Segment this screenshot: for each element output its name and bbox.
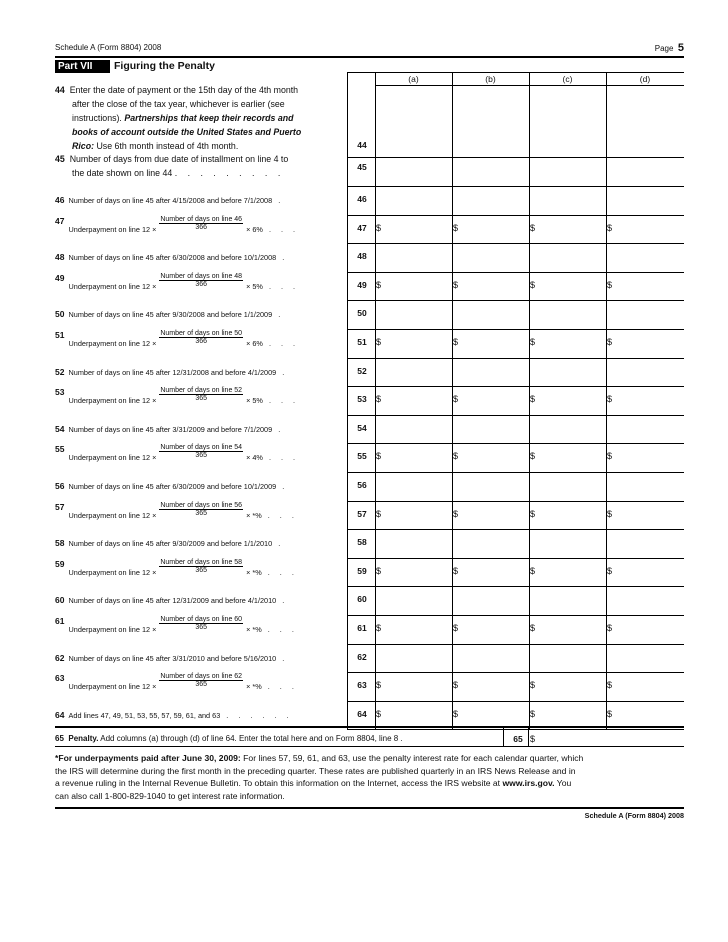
line-55-label: 55 Underpayment on line 12 × $\frac{\text{Number of days on line 54}}{365}$ × 4% . . .	[55, 444, 300, 462]
part-title: Figuring the Penalty	[114, 60, 215, 72]
row-rule	[347, 729, 684, 730]
line-63-num-box: 63	[357, 680, 367, 690]
line-50-cell-c[interactable]	[530, 301, 605, 328]
line-65-divider	[503, 726, 504, 746]
line-49-fraction	[159, 273, 243, 288]
line-56-cell-a[interactable]	[376, 473, 451, 500]
line-56-cell-b[interactable]	[453, 473, 528, 500]
fraction-denominator: 366	[195, 338, 208, 345]
line-61-cell-d[interactable]	[607, 616, 683, 643]
line-46-cell-b[interactable]	[453, 187, 528, 214]
line-49-cell-c[interactable]	[530, 273, 605, 300]
line-60-cell-c[interactable]	[530, 587, 605, 614]
line-57-cell-a[interactable]	[376, 502, 451, 529]
line-48-num: 48	[55, 252, 65, 262]
line-55-cell-b[interactable]	[453, 444, 528, 471]
line-51-rate: × 6%	[246, 339, 263, 348]
dollar-sign: $	[530, 394, 536, 404]
line-59-rate: × *%	[246, 568, 262, 577]
line-63-cell-a[interactable]	[376, 673, 451, 700]
dollar-sign: $	[607, 394, 613, 404]
line-54-desc: Number of days on line 45 after 3/31/2009 and before 7/1/2009	[68, 425, 273, 434]
dollar-sign: $	[607, 337, 613, 347]
dollar-sign: $	[453, 566, 459, 576]
line-65-bold: Penalty.	[68, 734, 99, 743]
line-60-cell-d[interactable]	[607, 587, 683, 614]
line-48-cell-b[interactable]	[453, 244, 528, 271]
dollar-sign: $	[376, 451, 382, 461]
line-55-fraction	[159, 444, 243, 459]
dollar-sign: $	[376, 623, 382, 633]
line-47-cell-b[interactable]	[453, 216, 528, 243]
part-rule	[347, 72, 684, 73]
line-52-cell-d[interactable]	[607, 359, 683, 386]
dollar-sign: $	[376, 680, 382, 690]
line-45-num-box: 45	[357, 162, 367, 172]
line-61-num-box: 61	[357, 623, 367, 633]
line-57-label: 57 Underpayment on line 12 × $\frac{\text{Number of days on line 56}}{365}$ × *% . . .	[55, 502, 298, 520]
line-61-cell-c[interactable]	[530, 616, 605, 643]
line-45-l1: Number of days from due date of installment on line 4 to	[69, 154, 289, 164]
line-62-desc: Number of days on line 45 after 3/31/2010 and before 5/16/2010	[68, 654, 277, 663]
line-52-cell-c[interactable]	[530, 359, 605, 386]
line-51-num-box: 51	[357, 337, 367, 347]
dollar-sign: $	[607, 223, 613, 233]
line-45-l2: the date shown on line 44	[72, 168, 173, 178]
line-51-cell-c[interactable]	[530, 330, 605, 357]
line-52-label: 52 Number of days on line 45 after 12/31/2008 and before 4/1/2009 .	[55, 367, 289, 377]
line-44-l5a: Rico:	[72, 141, 94, 151]
line-48-label: 48 Number of days on line 45 after 6/30/2008 and before 10/1/2008 .	[55, 252, 289, 262]
line-56-num: 56	[55, 481, 65, 491]
line-57-num-box: 57	[357, 509, 367, 519]
line-46-cell-d[interactable]	[607, 187, 683, 214]
line-44-l5b: Use 6th month instead of 4th month.	[96, 141, 239, 151]
line-45-cell-c[interactable]	[530, 158, 605, 185]
line-62-cell-b[interactable]	[453, 645, 528, 672]
line-56-cell-d[interactable]	[607, 473, 683, 500]
dollar-sign: $	[607, 680, 613, 690]
column-header-c: (c)	[562, 74, 573, 84]
line-50-label: 50 Number of days on line 45 after 9/30/2008 and before 1/1/2009 .	[55, 309, 285, 319]
line-65-text: 65 Penalty. Add columns (a) through (d) of line 64. Enter the total here and on Form 8804, line 8 .	[55, 734, 403, 743]
line-58-cell-a[interactable]	[376, 530, 451, 557]
line-54-cell-c[interactable]	[530, 416, 605, 443]
line-53-num-box: 53	[357, 394, 367, 404]
fraction-denominator: 365	[195, 624, 208, 631]
footnote-star: *For underpayments paid after June 30, 2009:	[55, 753, 241, 763]
line-60-label: 60 Number of days on line 45 after 12/31/2009 and before 4/1/2010 .	[55, 595, 289, 605]
line-59-lead: Underpayment on line 12 ×	[68, 568, 157, 577]
line-64-label: 64 Add lines 47, 49, 51, 53, 55, 57, 59, 61, and 63 . . . . . .	[55, 710, 293, 720]
line-59-cell-c[interactable]	[530, 559, 605, 586]
line-46-cell-a[interactable]	[376, 187, 451, 214]
line-57-rate: × *%	[246, 511, 262, 520]
fraction-numerator: Number of days on line 54	[160, 444, 243, 451]
line-61-label: 61 Underpayment on line 12 × $\frac{\text{Number of days on line 60}}{365}$ × *% . . .	[55, 616, 298, 634]
line-53-cell-a[interactable]	[376, 387, 451, 414]
page-label: Page	[654, 44, 674, 53]
line-59-label: 59 Underpayment on line 12 × $\frac{\text{Number of days on line 58}}{365}$ × *% . . .	[55, 559, 298, 577]
line-48-cell-a[interactable]	[376, 244, 451, 271]
dollar-sign: $	[453, 509, 459, 519]
line-54-num: 54	[55, 424, 65, 434]
line-52-cell-b[interactable]	[453, 359, 528, 386]
line-46-desc: Number of days on line 45 after 4/15/2008 and before 7/1/2008	[68, 196, 273, 205]
line-62-num-box: 62	[357, 652, 367, 662]
line-51-label: 51 Underpayment on line 12 × $\frac{\text{Number of days on line 50}}{366}$ × 6% . . .	[55, 330, 300, 348]
line-49-num-box: 49	[357, 280, 367, 290]
line-63-lead: Underpayment on line 12 ×	[68, 682, 157, 691]
line-47-lead: Underpayment on line 12 ×	[68, 225, 157, 234]
fraction-denominator: 365	[195, 567, 208, 574]
line-50-num: 50	[55, 309, 65, 319]
dollar-sign: $	[530, 623, 536, 633]
line-63-cell-b[interactable]	[453, 673, 528, 700]
form-footer: Schedule A (Form 8804) 2008	[584, 811, 684, 820]
line-45-text: 45 Number of days from due date of installment on line 4 to the date shown on line 44 . . . . . . . . .	[55, 154, 289, 178]
line-46-cell-c[interactable]	[530, 187, 605, 214]
line-55-cell-d[interactable]	[607, 444, 683, 471]
column-header-d: (d)	[639, 74, 651, 84]
form-header: Schedule A (Form 8804) 2008	[55, 43, 162, 52]
line-48-num-box: 48	[357, 251, 367, 261]
fraction-numerator: Number of days on line 48	[160, 273, 243, 280]
line-51-cell-a[interactable]	[376, 330, 451, 357]
line-45-cell-a[interactable]	[376, 158, 451, 185]
line-50-num-box: 50	[357, 308, 367, 318]
line-44-text	[55, 83, 345, 153]
line-60-desc: Number of days on line 45 after 12/31/2009 and before 4/1/2010	[68, 596, 277, 605]
line-47-num-box: 47	[357, 223, 367, 233]
line-55-num-box: 55	[357, 451, 367, 461]
line-59-cell-b[interactable]	[453, 559, 528, 586]
line-62-label: 62 Number of days on line 45 after 3/31/2010 and before 5/16/2010 .	[55, 653, 289, 663]
dollar-sign: $	[376, 223, 382, 233]
line-46-num-box: 46	[357, 194, 367, 204]
line-60-num: 60	[55, 595, 65, 605]
footnote-l3b: You	[556, 778, 572, 788]
dollar-sign: $	[453, 623, 459, 633]
dollar-sign: $	[530, 280, 536, 290]
line-54-cell-b[interactable]	[453, 416, 528, 443]
fraction-numerator: Number of days on line 62	[160, 673, 243, 680]
line-61-fraction	[159, 616, 243, 631]
line-44-num-box: 44	[357, 140, 367, 150]
dollar-sign: $	[376, 709, 382, 719]
line-53-cell-c[interactable]	[530, 387, 605, 414]
line-45-num: 45	[55, 154, 65, 164]
line-63-cell-d[interactable]	[607, 673, 683, 700]
line-47-rate: × 6%	[246, 225, 263, 234]
line-55-num: 55	[55, 444, 65, 454]
line-54-label: 54 Number of days on line 45 after 3/31/2009 and before 7/1/2009 .	[55, 424, 285, 434]
line-58-num-box: 58	[357, 537, 367, 547]
line-62-cell-a[interactable]	[376, 645, 451, 672]
line-47-cell-d[interactable]	[607, 216, 683, 243]
dollar-sign: $	[607, 451, 613, 461]
fraction-numerator: Number of days on line 56	[160, 502, 243, 509]
dollar-sign: $	[530, 680, 536, 690]
line-62-cell-d[interactable]	[607, 645, 683, 672]
line-65-top-rule	[55, 726, 684, 728]
line-64-cell-d[interactable]	[607, 702, 683, 729]
line-44-l4: books of account outside the United States and Puerto	[72, 127, 302, 137]
dollar-sign: $	[607, 280, 613, 290]
line-45-cell-b[interactable]	[453, 158, 528, 185]
line-46-num: 46	[55, 195, 65, 205]
fraction-numerator: Number of days on line 46	[160, 216, 243, 223]
page-number	[655, 42, 684, 54]
line-56-desc: Number of days on line 45 after 6/30/2009 and before 10/1/2009	[68, 482, 277, 491]
line-50-desc: Number of days on line 45 after 9/30/2008 and before 1/1/2009	[68, 310, 273, 319]
line-49-cell-a[interactable]	[376, 273, 451, 300]
line-61-rate: × *%	[246, 625, 262, 634]
line-57-num: 57	[55, 502, 65, 512]
dollar-sign: $	[376, 394, 382, 404]
line-51-cell-b[interactable]	[453, 330, 528, 357]
line-54-cell-d[interactable]	[607, 416, 683, 443]
line-63-num: 63	[55, 673, 65, 683]
line-61-num: 61	[55, 616, 65, 626]
line-53-num: 53	[55, 387, 65, 397]
line-49-lead: Underpayment on line 12 ×	[68, 282, 157, 291]
line-65-num-left: 65	[55, 734, 64, 743]
fraction-denominator: 365	[195, 395, 208, 402]
line-58-cell-b[interactable]	[453, 530, 528, 557]
line-44-l3: instructions).	[72, 113, 122, 123]
dollar-sign: $	[530, 509, 536, 519]
line-61-cell-b[interactable]	[453, 616, 528, 643]
line-57-cell-d[interactable]	[607, 502, 683, 529]
line-64-cell-c[interactable]	[530, 702, 605, 729]
line-65-amount-field[interactable]	[538, 729, 684, 747]
line-48-desc: Number of days on line 45 after 6/30/2008 and before 10/1/2008	[68, 253, 277, 262]
line-56-cell-c[interactable]	[530, 473, 605, 500]
line-63-cell-c[interactable]	[530, 673, 605, 700]
dollar-sign: $	[376, 337, 382, 347]
line-61-lead: Underpayment on line 12 ×	[68, 625, 157, 634]
line-59-cell-d[interactable]	[607, 559, 683, 586]
line-59-num-box: 59	[357, 566, 367, 576]
footnote-l1: For lines 57, 59, 61, and 63, use the penalty interest rate for each calendar quarter, which	[243, 753, 584, 763]
line-53-fraction	[159, 387, 243, 402]
dollar-sign: $	[376, 280, 382, 290]
line-60-cell-b[interactable]	[453, 587, 528, 614]
dollar-sign: $	[530, 709, 536, 719]
line-59-num: 59	[55, 559, 65, 569]
fraction-denominator: 365	[195, 681, 208, 688]
dollar-sign: $	[607, 566, 613, 576]
fraction-numerator: Number of days on line 50	[160, 330, 243, 337]
line-58-cell-c[interactable]	[530, 530, 605, 557]
line-61-cell-a[interactable]	[376, 616, 451, 643]
line-59-cell-a[interactable]	[376, 559, 451, 586]
line-58-num: 58	[55, 538, 65, 548]
line-57-fraction	[159, 502, 243, 517]
part-label: Part VII	[55, 60, 110, 73]
line-58-label: 58 Number of days on line 45 after 9/30/2009 and before 1/1/2010 .	[55, 538, 285, 548]
line-65-divider	[528, 726, 529, 746]
line-51-lead: Underpayment on line 12 ×	[68, 339, 157, 348]
line-64-desc: Add lines 47, 49, 51, 53, 55, 57, 59, 61, and 63	[68, 711, 221, 720]
line-44-cell-b[interactable]	[453, 86, 528, 156]
line-49-label: 49 Underpayment on line 12 × $\frac{\text{Number of days on line 48}}{366}$ × 5% . . .	[55, 273, 300, 291]
line-52-cell-a[interactable]	[376, 359, 451, 386]
line-44-l3b: Partnerships that keep their records and	[124, 113, 294, 123]
line-62-num: 62	[55, 653, 65, 663]
dollar-sign: $	[607, 623, 613, 633]
line-53-cell-d[interactable]	[607, 387, 683, 414]
dollar-sign: $	[376, 509, 382, 519]
dollar-sign: $	[607, 709, 613, 719]
column-header-a: (a)	[408, 74, 419, 84]
line-50-cell-b[interactable]	[453, 301, 528, 328]
line-52-num: 52	[55, 367, 65, 377]
line-51-num: 51	[55, 330, 65, 340]
line-52-num-box: 52	[357, 366, 367, 376]
line-49-cell-b[interactable]	[453, 273, 528, 300]
dollar-sign: $	[530, 451, 536, 461]
dollar-sign: $	[453, 280, 459, 290]
line-57-cell-c[interactable]	[530, 502, 605, 529]
fraction-numerator: Number of days on line 60	[160, 616, 243, 623]
line-60-num-box: 60	[357, 594, 367, 604]
line-47-num: 47	[55, 216, 65, 226]
line-45-cell-d[interactable]	[607, 158, 683, 185]
line-53-lead: Underpayment on line 12 ×	[68, 396, 157, 405]
line-50-cell-d[interactable]	[607, 301, 683, 328]
line-48-cell-c[interactable]	[530, 244, 605, 271]
dollar-sign: $	[453, 680, 459, 690]
line-44-l1: Enter the date of payment or the 15th day of the 4th month	[69, 85, 299, 95]
line-64-cell-b[interactable]	[453, 702, 528, 729]
dollar-sign: $	[530, 566, 536, 576]
line-56-num-box: 56	[357, 480, 367, 490]
line-59-fraction	[159, 559, 243, 574]
column-header-b: (b)	[485, 74, 496, 84]
dollar-sign: $	[607, 509, 613, 519]
line-65-desc: Add columns (a) through (d) of line 64. Enter the total here and on Form 8804, line 8	[100, 734, 399, 743]
line-47-fraction	[159, 216, 243, 231]
line-55-cell-a[interactable]	[376, 444, 451, 471]
dollar-sign: $	[530, 223, 536, 233]
line-63-fraction	[159, 673, 243, 688]
line-54-cell-a[interactable]	[376, 416, 451, 443]
line-47-label: 47 Underpayment on line 12 × $\frac{\text{Number of days on line 46}}{366}$ × 6% . . .	[55, 216, 300, 234]
line-57-cell-b[interactable]	[453, 502, 528, 529]
fraction-denominator: 365	[195, 510, 208, 517]
line-44-l2: after the close of the tax year, whichever is earlier (see	[72, 99, 285, 109]
footnote	[55, 752, 685, 802]
line-50-cell-a[interactable]	[376, 301, 451, 328]
line-60-cell-a[interactable]	[376, 587, 451, 614]
line-55-cell-c[interactable]	[530, 444, 605, 471]
footnote-l4: can also call 1-800-829-1040 to get interest rate information.	[55, 790, 285, 801]
line-52-desc: Number of days on line 45 after 12/31/2008 and before 4/1/2009	[68, 368, 277, 377]
line-49-rate: × 5%	[246, 282, 263, 291]
line-57-lead: Underpayment on line 12 ×	[68, 511, 157, 520]
line-49-num: 49	[55, 273, 65, 283]
line-44-cell-c[interactable]	[530, 86, 605, 156]
dollar-sign: $	[376, 566, 382, 576]
line-44-cell-a[interactable]	[376, 86, 451, 156]
line-65-bottom-rule	[55, 746, 684, 747]
line-56-label: 56 Number of days on line 45 after 6/30/2009 and before 10/1/2009 .	[55, 481, 289, 491]
fraction-denominator: 366	[195, 281, 208, 288]
line-64-num: 64	[55, 710, 65, 720]
line-53-cell-b[interactable]	[453, 387, 528, 414]
line-49-cell-d[interactable]	[607, 273, 683, 300]
dollar-sign: $	[453, 451, 459, 461]
line-55-rate: × 4%	[246, 453, 263, 462]
fraction-denominator: 365	[195, 452, 208, 459]
fraction-numerator: Number of days on line 58	[160, 559, 243, 566]
line-55-lead: Underpayment on line 12 ×	[68, 453, 157, 462]
fraction-denominator: 366	[195, 224, 208, 231]
line-65-num: 65	[513, 734, 523, 744]
footnote-l3: a revenue ruling in the Internal Revenue Bulletin. To obtain this information on the Internet, access the IRS website at	[55, 778, 501, 788]
footnote-l2: the IRS will determine during the first month in the preceding quarter. These rates are published quarterly in an IRS News Release and in	[55, 765, 576, 776]
line-54-num-box: 54	[357, 423, 367, 433]
line-62-cell-c[interactable]	[530, 645, 605, 672]
dollar-sign: $	[453, 223, 459, 233]
page-num: 5	[677, 42, 684, 54]
line-65-dollar: $	[530, 734, 536, 744]
line-51-fraction	[159, 330, 243, 345]
line-46-label: 46 Number of days on line 45 after 4/15/2008 and before 7/1/2008 .	[55, 195, 285, 205]
line-53-label: 53 Underpayment on line 12 × $\frac{\text{Number of days on line 52}}{365}$ × 5% . . .	[55, 387, 300, 405]
line-47-cell-c[interactable]	[530, 216, 605, 243]
irs-link[interactable]: www.irs.gov.	[502, 778, 555, 788]
line-44-cell-d[interactable]	[607, 86, 683, 156]
dollar-sign: $	[453, 709, 459, 719]
line-64-num-box: 64	[357, 709, 367, 719]
dollar-sign: $	[453, 394, 459, 404]
line-63-rate: × *%	[246, 682, 262, 691]
line-58-cell-d[interactable]	[607, 530, 683, 557]
line-44-num: 44	[55, 85, 65, 95]
line-47-cell-a[interactable]	[376, 216, 451, 243]
dollar-sign: $	[453, 337, 459, 347]
line-51-cell-d[interactable]	[607, 330, 683, 357]
dollar-sign: $	[530, 337, 536, 347]
line-48-cell-d[interactable]	[607, 244, 683, 271]
line-53-rate: × 5%	[246, 396, 263, 405]
line-58-desc: Number of days on line 45 after 9/30/2009 and before 1/1/2010	[68, 539, 273, 548]
fraction-numerator: Number of days on line 52	[160, 387, 243, 394]
line-63-label: 63 Underpayment on line 12 × $\frac{\text{Number of days on line 62}}{365}$ × *% . . .	[55, 673, 298, 691]
line-64-cell-a[interactable]	[376, 702, 451, 729]
